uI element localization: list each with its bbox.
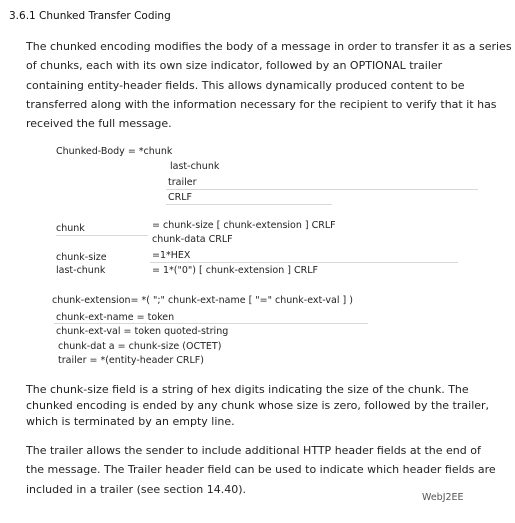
grammar-chunked-body: Chunked-Body = *chunk — [56, 146, 173, 157]
underline — [150, 262, 458, 263]
paragraph-line: the message. The Trailer header field can be used to indicate which header fields are — [26, 463, 496, 477]
grammar-last-chunk-def: = 1*("0") [ chunk-extension ] CRLF — [152, 265, 318, 276]
grammar-last-chunk-name: last-chunk — [56, 265, 106, 276]
grammar-chunk-size-name: chunk-size — [56, 252, 107, 263]
grammar-chunk-def-2: chunk-data CRLF — [152, 234, 233, 245]
grammar-last-chunk-ref: last-chunk — [170, 161, 220, 172]
grammar-chunk-extension: chunk-extension= *( ";" chunk-ext-name [ "=" chunk-ext-val ] ) — [52, 295, 353, 306]
intro-line: containing entity-header fields. This allows dynamically produced content to be — [26, 78, 465, 92]
watermark: WebJ2EE — [422, 492, 464, 503]
grammar-chunk-def-1: = chunk-size [ chunk-extension ] CRLF — [152, 220, 336, 231]
grammar-trailer-def: trailer = *(entity-header CRLF) — [58, 355, 204, 366]
paragraph-line: which is terminated by an empty line. — [26, 415, 235, 428]
intro-line: The chunked encoding modifies the body of a message in order to transfer it as a series — [26, 40, 512, 53]
underline — [56, 235, 148, 236]
grammar-chunk-data: chunk-dat a = chunk-size (OCTET) — [58, 341, 222, 352]
grammar-trailer-ref: trailer — [168, 177, 197, 188]
chunk-size-paragraph — [26, 382, 515, 430]
intro-line: transferred along with the information necessary for the recipient to verify that it has — [26, 97, 497, 111]
paragraph-line: included in a trailer (see section 14.40). — [26, 482, 247, 496]
underline — [54, 323, 368, 324]
paragraph-line: The trailer allows the sender to include additional HTTP header fields at the end of — [26, 444, 481, 457]
underline — [166, 189, 478, 190]
intro-paragraph — [26, 37, 515, 133]
underline — [166, 204, 332, 205]
paragraph-line: chunked encoding is ended by any chunk whose size is zero, followed by the trailer, — [26, 399, 490, 412]
grammar-chunk-size-def: =1*HEX — [152, 250, 191, 261]
grammar-crlf-ref: CRLF — [168, 192, 192, 203]
grammar-chunk-ext-val: chunk-ext-val = token quoted-string — [56, 326, 229, 337]
intro-line: of chunks, each with its own size indicator, followed by an OPTIONAL trailer — [26, 59, 443, 73]
paragraph-line: The chunk-size field is a string of hex digits indicating the size of the chunk. The — [26, 383, 469, 396]
grammar-chunk-ext-name: chunk-ext-name = token — [56, 312, 175, 323]
intro-line: received the full message. — [26, 117, 172, 131]
trailer-paragraph — [26, 441, 515, 499]
section-title: 3.6.1 Chunked Transfer Coding — [9, 10, 171, 22]
grammar-chunk-name: chunk — [56, 223, 85, 234]
